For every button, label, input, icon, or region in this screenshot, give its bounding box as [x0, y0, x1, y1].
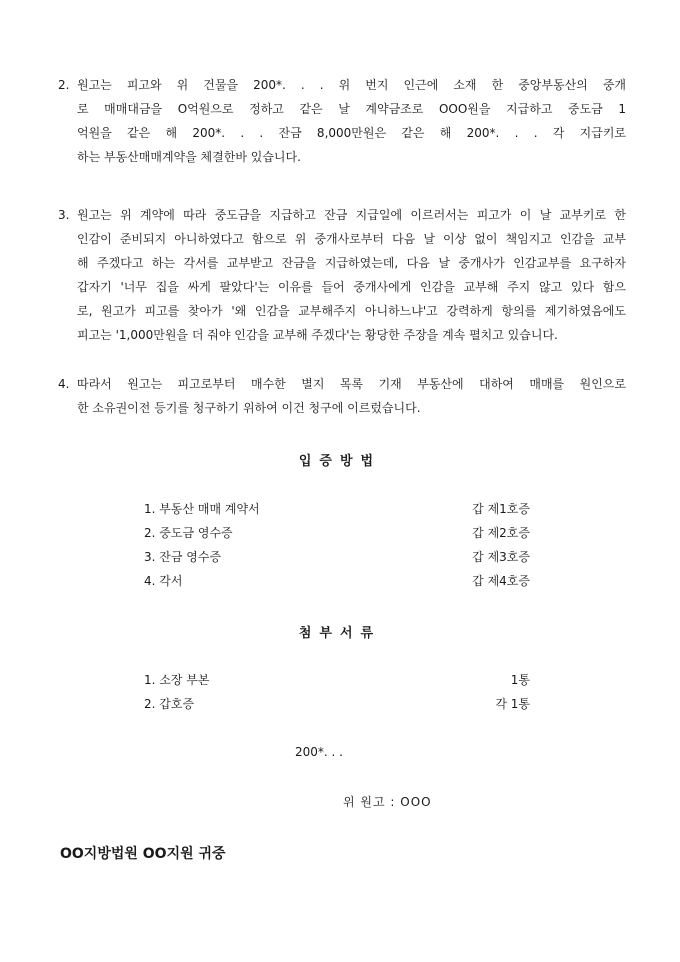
attachments-list	[144, 668, 530, 716]
evidence-value: 갑 제2호증	[472, 526, 530, 540]
evidence-label: 4. 각서	[144, 574, 183, 588]
paragraph-3	[58, 203, 626, 347]
paragraph-line: 인감이 준비되지 아니하였다고 함으로 위 중개사로부터 다음 날 이상 없이 책임지고 인감을 교부	[77, 232, 626, 246]
attachment-value: 1통	[510, 673, 530, 687]
paragraph-line: 따라서 원고는 피고로부터 매수한 별지 목록 기재 부동산에 대하여 매매를 원인으로	[77, 377, 626, 391]
evidence-list	[144, 497, 530, 593]
evidence-label: 2. 중도금 영수증	[144, 526, 233, 540]
evidence-label: 3. 잔금 영수증	[144, 550, 222, 564]
list-item	[144, 545, 530, 569]
paragraph-line: 한 소유권이전 등기를 청구하기 위하여 이건 청구에 이르렀습니다.	[77, 401, 421, 415]
list-item	[144, 668, 530, 692]
paragraph-line: 갑자기 '너무 집을 싸게 팔았다'는 이유를 들어 중개사에게 인감을 교부해 주지 않고 있다 함으	[77, 280, 626, 294]
evidence-value: 갑 제1호증	[472, 502, 530, 516]
paragraph-line: 원고는 위 계약에 따라 중도금을 지급하고 잔금 지급일에 이르러서는 피고가 이 날 교부키로 한	[77, 208, 626, 222]
attachment-label: 2. 갑호증	[144, 697, 195, 711]
paragraph-4	[58, 372, 626, 420]
paragraph-line: 해 주겠다고 하는 각서를 교부받고 잔금을 지급하였는데, 다음 날 중개사가 인감교부를 요구하자	[77, 256, 626, 270]
evidence-title: 입증방법	[298, 454, 382, 469]
evidence-value: 갑 제3호증	[472, 550, 530, 564]
evidence-value: 갑 제4호증	[472, 574, 530, 588]
paragraph-line: 하는 부동산매매계약을 체결한바 있습니다.	[77, 150, 301, 164]
plaintiff-signature: 위 원고 : OOO	[343, 795, 432, 809]
paragraph-number: 4.	[58, 377, 70, 391]
list-item	[144, 521, 530, 545]
list-item	[144, 569, 530, 593]
court-addressee: OO지방법원 OO지원 귀중	[60, 846, 226, 862]
paragraph-line: 피고는 '1,000만원을 더 줘야 인감을 교부해 주겠다'는 황당한 주장을 계속 펼치고 있습니다.	[77, 328, 558, 342]
evidence-label: 1. 부동산 매매 계약서	[144, 502, 260, 516]
list-item	[144, 692, 530, 716]
attachment-value: 각 1통	[495, 697, 530, 711]
paragraph-line: 원고는 피고와 위 건물을 200*. . . 위 번지 인근에 소재 한 중앙부동산의 중개	[77, 78, 626, 92]
attachment-label: 1. 소장 부본	[144, 673, 210, 687]
paragraph-number: 2.	[58, 78, 70, 92]
paragraph-number: 3.	[58, 208, 70, 222]
document-date: 200*. . .	[295, 745, 343, 759]
paragraph-line: 억원을 같은 해 200*. . . 잔금 8,000만원은 같은 해 200*. . . 각 지급키로	[77, 126, 626, 140]
paragraph-line: 로 매매대금을 O억원으로 정하고 같은 날 계약금조로 OOO원을 지급하고 중도금 1	[77, 102, 626, 116]
attachments-title: 첨부서류	[298, 626, 382, 641]
paragraph-line: 로, 원고가 피고를 찾아가 '왜 인감을 교부해주지 아니하느냐'고 강력하게 항의를 제기하였음에도	[77, 304, 626, 318]
list-item	[144, 497, 530, 521]
paragraph-2	[58, 73, 626, 169]
